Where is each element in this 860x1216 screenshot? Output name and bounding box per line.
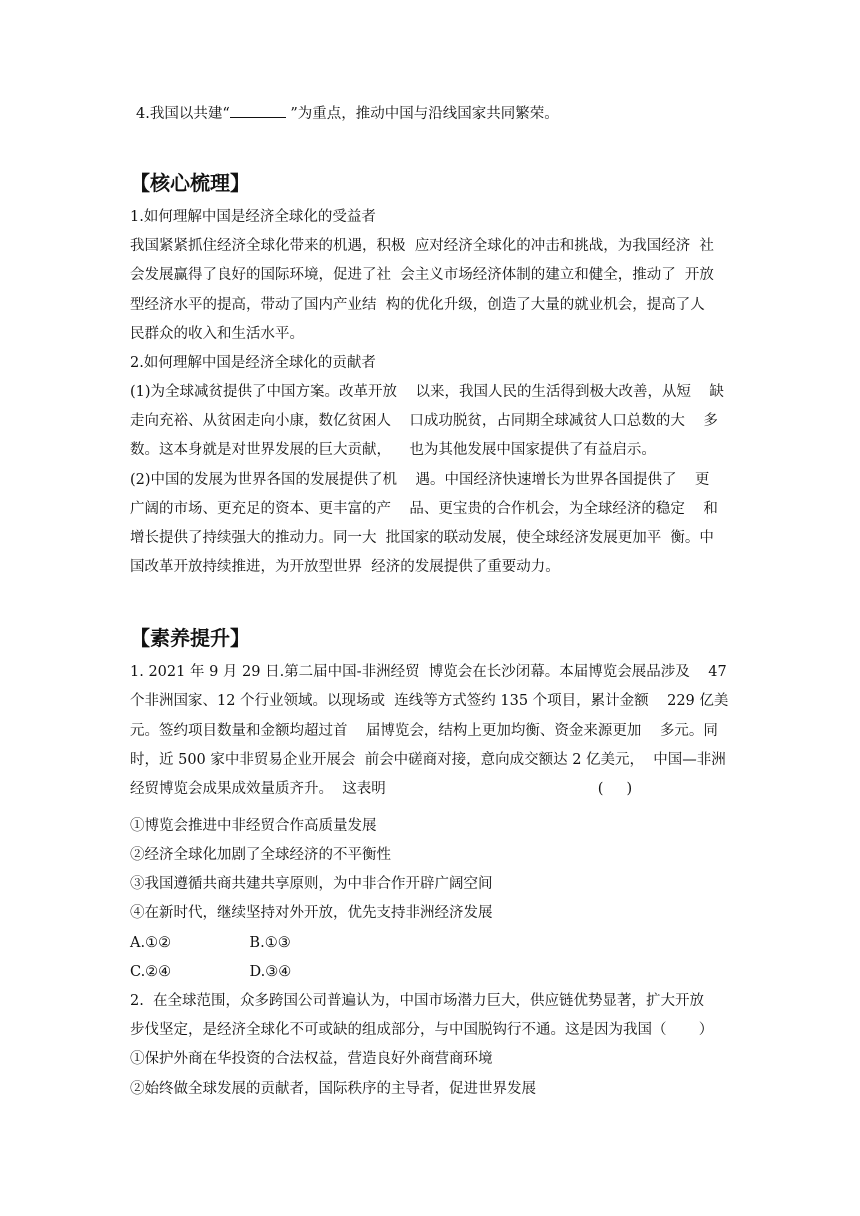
option-2: ②始终做全球发展的贡献者，国际秩序的主导者，促进世界发展 — [130, 1081, 536, 1097]
option-3: ③我国遵循共商共建共享原则，为中非合作开辟广阔空间 — [130, 876, 493, 892]
core-line: 数。这本身就是对世界发展的巨大贡献， 也为其他发展中国家提供了有益启示。 — [130, 442, 656, 458]
practice-line: 步伐坚定，是经济全球化不可或缺的组成部分，与中国脱钩行不通。这是因为我国（ ） — [130, 1022, 714, 1038]
intro-item-before: 4.我国以共建“ — [136, 106, 230, 122]
intro-item — [136, 103, 559, 125]
core-line: (2)中国的发展为世界各国的发展提供了机 遇。中国经济快速增长为世界各国提供了 更 — [130, 472, 710, 488]
core-line: 广阔的市场、更充足的资本、更丰富的产 品、更宝贵的合作机会，为全球经济的稳定 和 — [130, 501, 718, 517]
core-line: 增长提供了持续强大的推动力。同一大 批国家的联动发展，使全球经济发展更加平 衡。中 — [130, 530, 714, 546]
option-1: ①博览会推进中非经贸合作高质量发展 — [130, 818, 377, 834]
core-line: 型经济水平的提高，带动了国内产业结 构的优化升级，创造了大量的就业机会，提高了人 — [130, 297, 705, 313]
answer-choices-ab: A.①② B.①③ — [130, 935, 291, 951]
option-2: ②经济全球化加剧了全球经济的不平衡性 — [130, 847, 391, 863]
core-line: 会发展赢得了良好的国际环境，促进了社 会主义市场经济体制的建立和健全，推动了 开放 — [130, 267, 714, 283]
practice-section-heading: 【素养提升】 — [130, 626, 250, 650]
fill-in-blank[interactable] — [230, 103, 286, 118]
core-line: 民群众的收入和生活水平。 — [130, 326, 304, 342]
option-4: ④在新时代，继续坚持对外开放，优先支持非洲经济发展 — [130, 905, 493, 921]
core-line: 国改革开放持续推进，为开放型世界 经济的发展提供了重要动力。 — [130, 559, 560, 575]
practice-line: 元。签约项目数量和金额均超过首 届博览会，结构上更加均衡、资金来源更加 多元。同 — [130, 723, 718, 739]
practice-line: 个非洲国家、12 个行业领域。以现场或 连线等方式签约 135 个项目，累计金额 229 亿美 — [130, 693, 729, 709]
core-line: 我国紧紧抓住经济全球化带来的机遇，积极 应对经济全球化的冲击和挑战，为我国经济 社 — [130, 238, 714, 254]
core-line: (1)为全球减贫提供了中国方案。改革开放 以来，我国人民的生活得到极大改善，从短 缺 — [130, 384, 724, 400]
core-line: 走向充裕、从贫困走向小康，数亿贫困人 口成功脱贫，占同期全球减贫人口总数的大 多 — [130, 413, 718, 429]
core-line: 1.如何理解中国是经济全球化的受益者 — [130, 209, 376, 225]
practice-line: 2. 在全球范围，众多跨国公司普遍认为，中国市场潜力巨大，供应链优势显著，扩大开放 — [130, 993, 705, 1009]
practice-line: 1. 2021 年 9 月 29 日.第二届中国-非洲经贸 博览会在长沙闭幕。本届博览会展品涉及 47 — [130, 664, 727, 680]
practice-line: 经贸博览会成果成效量质齐升。 这表明 ( ) — [130, 781, 633, 797]
answer-choices-cd: C.②④ D.③④ — [130, 964, 292, 980]
core-section-heading: 【核心梳理】 — [130, 171, 250, 195]
intro-item-after: ”为重点，推动中国与沿线国家共同繁荣。 — [285, 106, 559, 122]
core-line: 2.如何理解中国是经济全球化的贡献者 — [130, 355, 376, 371]
practice-line: 时，近 500 家中非贸易企业开展会 前会中磋商对接，意向成交额达 2 亿美元， 中国—非洲 — [130, 752, 726, 768]
option-1: ①保护外商在华投资的合法权益，营造良好外商营商环境 — [130, 1051, 493, 1067]
